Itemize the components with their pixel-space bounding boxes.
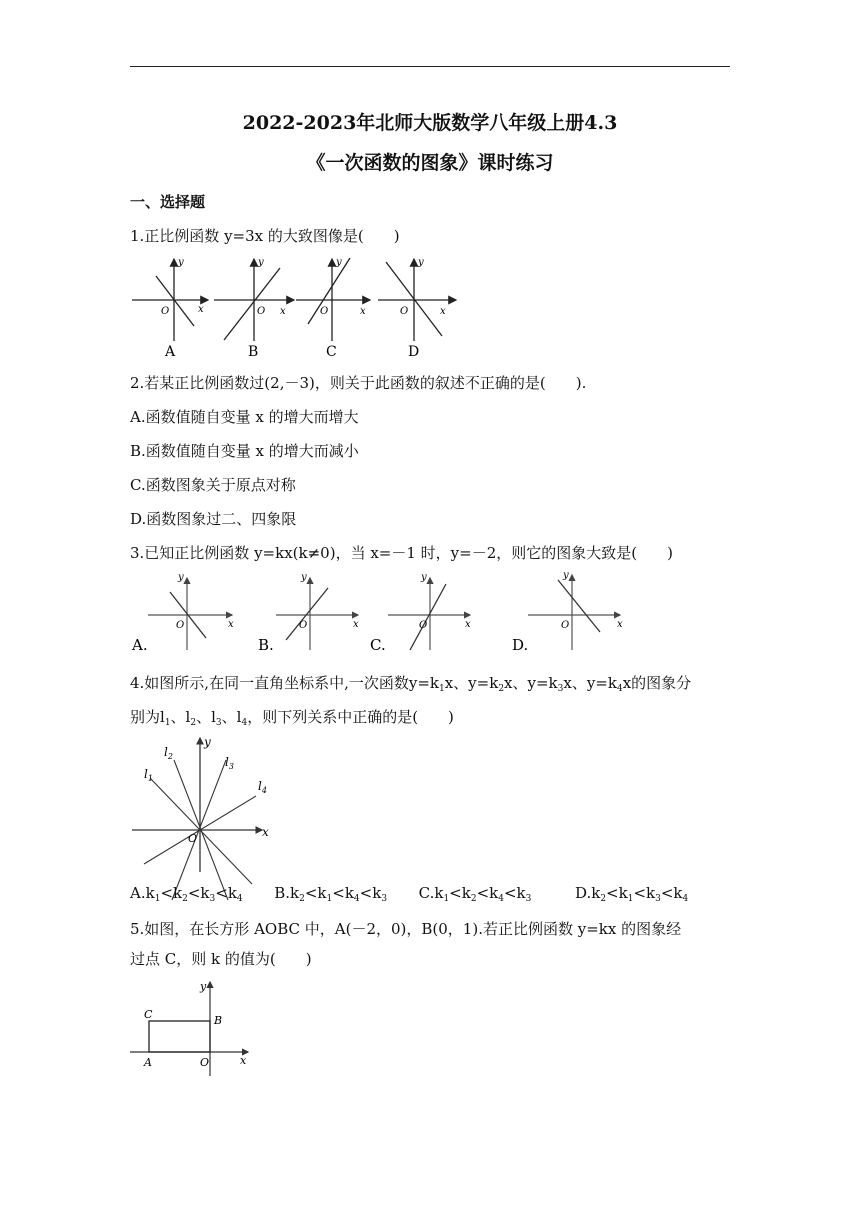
svg-text:y: y <box>418 257 424 268</box>
svg-text:l1: $l_1$ <box>144 767 153 783</box>
q3-graph-d <box>528 570 623 650</box>
q1-opt-b: B <box>248 344 259 360</box>
q1-graph-b <box>214 257 294 360</box>
title-line-1: 2022-2023年北师大版数学八年级上册4.3 <box>242 112 618 134</box>
q1-graph-d <box>378 257 456 360</box>
svg-text:x: x <box>617 619 623 630</box>
q4-stem-line-2: 别为$l_1$、$l_2$、$l_3$、$l_4$，则下列关系中正确的是( ) <box>130 708 454 728</box>
svg-text:O: O <box>161 306 170 317</box>
q1-opt-a: A <box>165 344 176 360</box>
svg-text:l4: $l_4$ <box>258 779 267 795</box>
svg-text:O: O <box>299 620 308 631</box>
q5-point-c: C <box>144 1008 153 1021</box>
q4-options <box>130 884 688 902</box>
q5-stem-line-1: 5.如图，在长方形 AOBC 中，A(－2，0)，B(0，1).若正比例函数 y=kx 的图象经 <box>130 920 682 938</box>
q4-stem-line-1: 4.如图所示,在同一直角坐标系中,一次函数$y=k_1x$、$y=k_2x$、$y=k_3x$、$y=k_4x$的图象分 <box>130 674 692 694</box>
q3-graph-c <box>388 572 471 650</box>
q1-opt-c: C <box>326 344 337 360</box>
svg-text:y: y <box>563 570 569 581</box>
svg-text:y: y <box>178 572 184 583</box>
svg-text:O: O <box>188 832 198 845</box>
q2-option-b: B.函数值随自变量 x 的增大而减小 <box>130 442 359 460</box>
svg-text:y: y <box>336 257 342 268</box>
q3-graph-a <box>148 572 234 650</box>
q3-graphs <box>130 570 630 660</box>
q3-opt-d: D. <box>512 636 529 654</box>
q2-option-a: A.函数值随自变量 x 的增大而增大 <box>130 408 359 426</box>
svg-text:O: O <box>400 306 409 317</box>
svg-text:y: y <box>204 735 211 749</box>
q4-option-b: $B.k_2<k_1<k_4<k_3$ <box>274 884 388 904</box>
q5-point-o: O <box>200 1056 210 1069</box>
q5-point-a: A <box>144 1056 152 1069</box>
q1-graph-c <box>296 257 370 360</box>
q4-option-a: $A.k_1<k_2<k_3<k_4$ <box>130 884 243 904</box>
q4-graph <box>130 734 280 874</box>
svg-text:l3: $l_3$ <box>225 755 234 771</box>
svg-text:O: O <box>176 620 185 631</box>
q2-stem: 2.若某正比例函数过(2,－3)，则关于此函数的叙述不正确的是( ). <box>130 374 587 392</box>
q5-stem-line-2: 过点 C，则 k 的值为( ) <box>130 950 312 968</box>
svg-text:x: x <box>360 306 366 317</box>
q5-graph <box>130 978 260 1078</box>
svg-text:O: O <box>257 306 266 317</box>
svg-text:y: y <box>258 257 264 268</box>
title-line-2: 《一次函数的图象》课时练习 <box>306 152 554 174</box>
q3-opt-c: C. <box>370 636 386 654</box>
q5-rectangle <box>149 1021 210 1052</box>
header-rule <box>130 66 730 67</box>
svg-text:O: O <box>320 306 329 317</box>
svg-text:x: x <box>240 1054 247 1067</box>
svg-text:x: x <box>262 825 269 839</box>
svg-text:O: O <box>419 620 428 631</box>
q1-a-y: y <box>178 257 184 268</box>
svg-text:y: y <box>200 980 207 993</box>
q2-option-c: C.函数图象关于原点对称 <box>130 476 296 494</box>
q3-opt-a: A. <box>132 636 148 654</box>
q4-option-c: $C.k_1<k_2<k_4<k_3$ <box>418 884 532 904</box>
q5-point-b: B <box>214 1014 223 1027</box>
q4-option-d: $D.k_2<k_1<k_3<k_4$ <box>574 884 689 904</box>
q2-option-d: D.函数图象过二、四象限 <box>130 510 297 528</box>
q1-graphs <box>130 256 460 360</box>
svg-text:x: x <box>280 306 286 317</box>
q3-opt-b: B. <box>258 636 274 654</box>
svg-text:x: x <box>353 619 359 630</box>
q3-graph-b <box>276 572 359 650</box>
svg-text:x: x <box>465 619 471 630</box>
svg-text:O: O <box>561 620 570 631</box>
q1-stem: 1.正比例函数 y=3x 的大致图像是( ) <box>130 227 400 245</box>
section-heading: 一、选择题 <box>130 193 206 211</box>
svg-text:x: x <box>228 619 234 630</box>
svg-text:l2: $l_2$ <box>164 745 173 761</box>
svg-text:y: y <box>421 572 427 583</box>
svg-text:y: y <box>301 572 307 583</box>
q3-stem: 3.已知正比例函数 y=kx(k≠0)，当 x=－1 时，y=－2，则它的图象大致是( ) <box>130 544 673 562</box>
svg-text:x: x <box>440 306 446 317</box>
svg-text:x: x <box>198 304 204 315</box>
q1-opt-d: D <box>408 344 420 360</box>
q1-graph-a <box>132 257 208 360</box>
